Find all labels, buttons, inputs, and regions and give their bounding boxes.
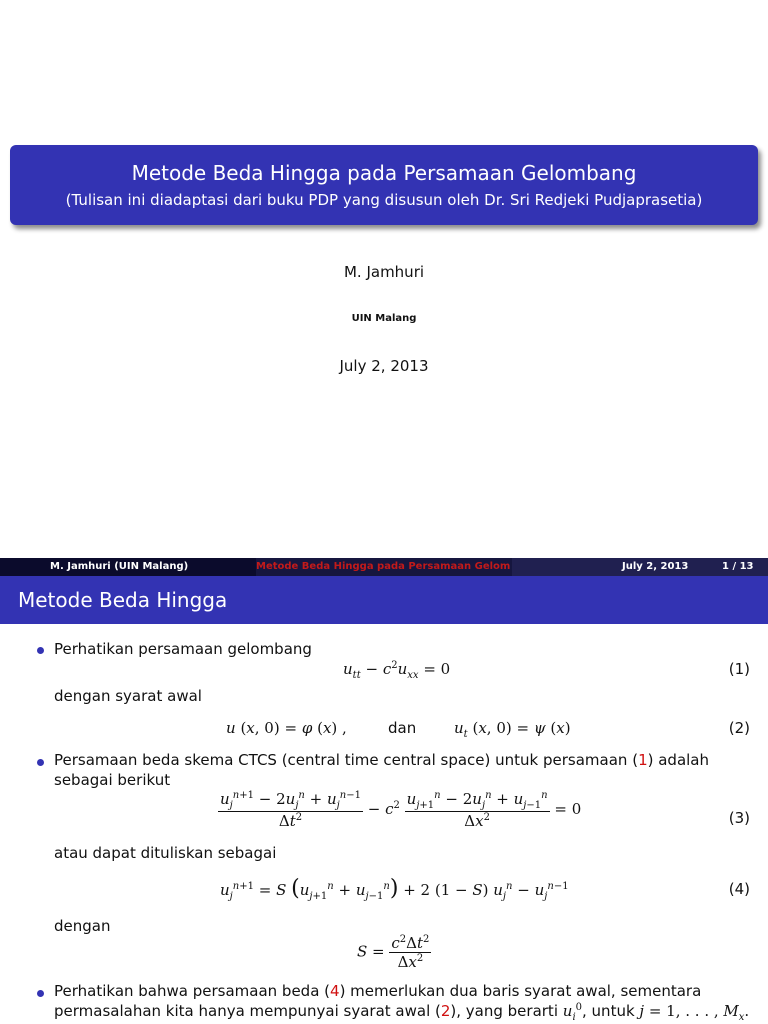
equation-2-right: $u_t$ (x, 0) = ψ (x)	[454, 719, 571, 740]
equation-2-left: u (x, 0) = φ (x) ,	[226, 719, 347, 737]
title-block	[10, 145, 758, 225]
footer-title: Metode Beda Hingga pada Persamaan Gelom	[256, 561, 511, 572]
bullet-2-line-1: Persamaan beda skema CTCS (central time central space) untuk persamaan (1) adalah	[54, 751, 710, 769]
footer-date: July 2, 2013	[622, 561, 689, 572]
atau-text: atau dapat dituliskan sebagai	[54, 844, 277, 862]
equation-2-dan: dan	[388, 719, 417, 737]
bullet-3-line-2: permasalahan kita hanya mempunyai syarat awal (2), yang berarti $u_i^0$, untuk j = 1, . . . , $M_x$.	[54, 1002, 750, 1023]
equation-ref-link[interactable]: 4	[330, 982, 340, 1000]
equation-4-number: (4)	[728, 880, 750, 898]
equation-1-number: (1)	[728, 660, 750, 678]
equation-ref-link[interactable]: 1	[638, 751, 648, 769]
presentation-title: Metode Beda Hingga pada Persamaan Gelombang	[131, 161, 637, 185]
dengan-text: dengan	[54, 917, 111, 935]
bullet-icon	[37, 647, 44, 654]
author: M. Jamhuri	[343, 263, 425, 281]
institute: UIN Malang	[351, 313, 417, 324]
equation-4: $u_j^{n+1} = S$ $(u_{j+1}^n + u_{j-1}^n) + 2$ (1 − S) $u_j^n - u_j^{n-1}$	[220, 876, 569, 902]
bullet-3-line-1: Perhatikan bahwa persamaan beda (4) memerlukan dua baris syarat awal, sementara	[54, 982, 702, 1000]
bullet-icon	[37, 990, 44, 997]
equation-3: $\frac{u_j^{n+1} - 2u_j^n + u_j^{n-1}}{\Delta t^2}$ − $c^2$ $\frac{u_{j+1}^n - 2u_j^n + u_{j-1}^n}{\Delta x^2}$ = 0	[220, 790, 582, 830]
syarat-awal-text: dengan syarat awal	[54, 687, 202, 705]
frame-title: Metode Beda Hingga	[18, 588, 228, 612]
equation-3-number: (3)	[728, 809, 750, 827]
bullet-1-text: Perhatikan persamaan gelombang	[54, 640, 312, 658]
frame-title-bar	[0, 576, 768, 624]
presentation-date: July 2, 2013	[339, 357, 429, 375]
equation-S: S = $\frac{c^2\Delta t^2}{\Delta x^2}$	[357, 934, 430, 971]
bullet-icon	[37, 759, 44, 766]
equation-ref-link[interactable]: 2	[440, 1002, 451, 1020]
bullet-2-line-2: sebagai berikut	[54, 771, 171, 789]
equation-2-number: (2)	[728, 719, 750, 737]
equation-1: $u_{tt} - c^2u_{xx} = 0$	[343, 660, 451, 681]
footer-bar	[0, 558, 768, 576]
footer-page: 1 / 13	[722, 561, 754, 572]
footer-author: M. Jamhuri (UIN Malang)	[50, 561, 189, 572]
presentation-subtitle: (Tulisan ini diadaptasi dari buku PDP yang disusun oleh Dr. Sri Redjeki Pudjaprasetia)	[65, 191, 703, 209]
